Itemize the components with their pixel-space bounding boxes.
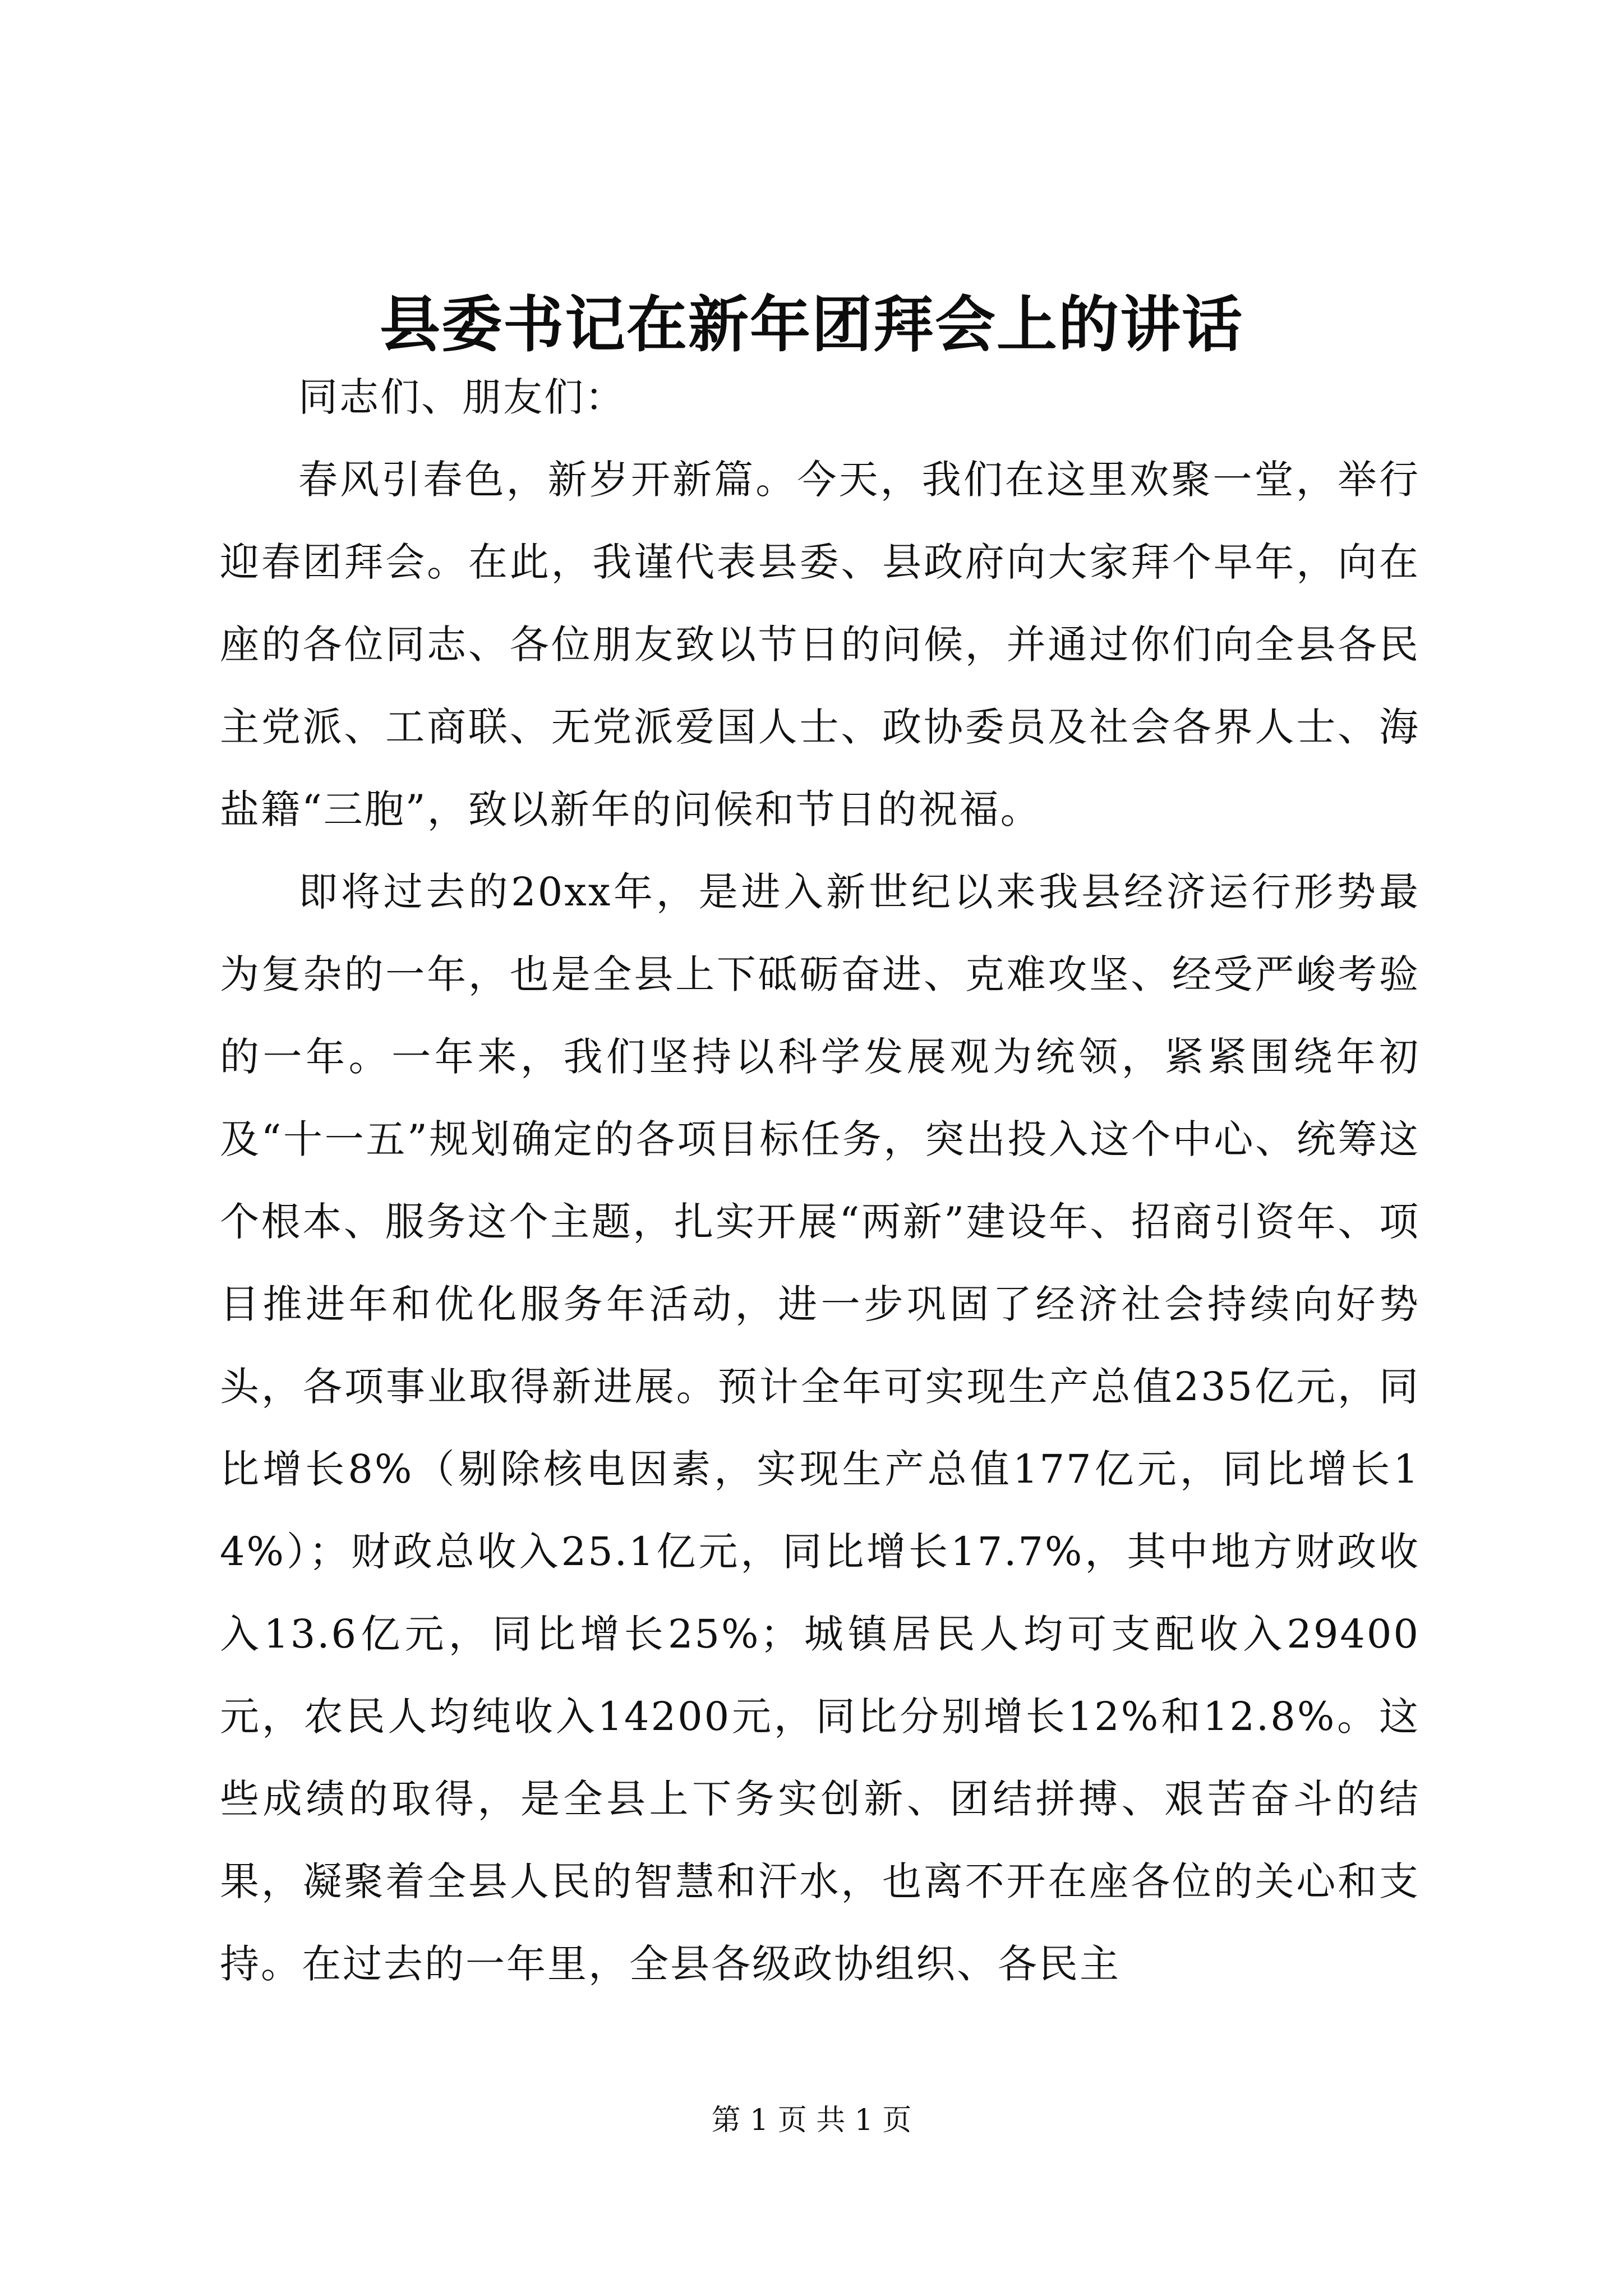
page-footer: 第 1 页 共 1 页 [711, 2104, 912, 2137]
document-body [220, 356, 1420, 2005]
paragraph-review: 即将过去的20xx年，是进入新世纪以来我县经济运行形势最为复杂的一年，也是全县上下砥砺奋进、克难攻坚、经受严峻考验的一年。一年来，我们坚持以科学发展观为统领，紧紧围绕年初及“十一五”规划确定的各项目标任务，突出投入这个中心、统筹这个根本、服务这个主题，扎实开展“两新”建设年、招商引资年、项目推进年和优化服务年活动，进一步巩固了经济社会持续向好势头，各项事业取得新进展。预计全年可实现生产总值235亿元，同比增长8%（剔除核电因素，实现生产总值177亿元，同比增长14%）；财政总收入25.1亿元，同比增长17.7%，其中地方财政收入13.6亿元，同比增长25%；城镇居民人均可支配收入29400元，农民人均纯收入14200元，同比分别增长12%和12.8%。这些成绩的取得，是全县上下务实创新、团结拼搏、艰苦奋斗的结果，凝聚着全县人民的智慧和汗水，也离不开在座各位的关心和支持。在过去的一年里，全县各级政协组织、各民主 [220, 869, 1420, 1987]
document-title: 县委书记在新年团拜会上的讲话 [379, 290, 1243, 360]
greeting-line: 同志们、朋友们： [298, 374, 626, 420]
paragraph-opening: 春风引春色，新岁开新篇。今天，我们在这里欢聚一堂，举行迎春团拜会。在此，我谨代表县委、县政府向大家拜个早年，向在座的各位同志、各位朋友致以节日的问候，并通过你们向全县各民主党派、工商联、无党派爱国人士、政协委员及社会各界人士、海盐籍“三胞”，致以新年的问候和节日的祝福。 [220, 457, 1420, 832]
